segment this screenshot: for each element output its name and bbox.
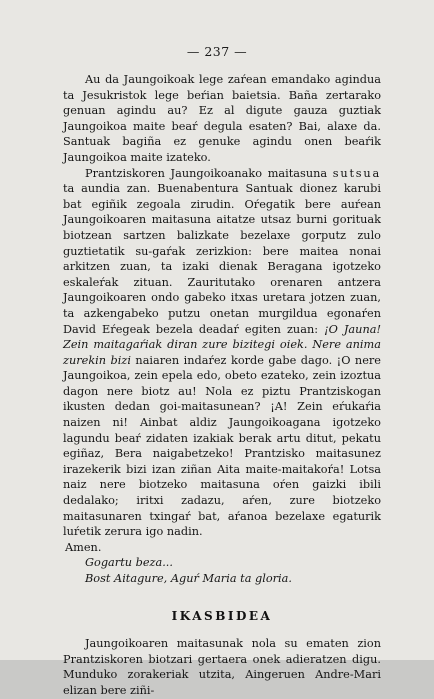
paragraph-2	[63, 166, 381, 540]
section-paragraph: Jaungoikoaren maitasunak nola su ematen zion Prantziskoren biotzari gertaera onek adieratzen digu. Munduko zorakeriak utzita, Aingeruen Andre-Mari elizan bere ziñi-	[63, 637, 381, 697]
paragraph-2-text-e: naiaren indaŕez korde gabe dago. ¡O nere Jaungoikoa, zein epela edo, obeto ezateko, zein izoztua dagon nere biotz au! Nola ez piztu Prantziskogan ikusten dedan goi-maitasunean? ¡A! Zein eŕukaŕia naizen ni! Ainbat aldiz Jaungoikoagana igotzeko lagundu beaŕ zidaten izakiak berak artu ditut, pekatu egiñaz, Bera naigabetzeko! Prantzisko maitasunez irazekerik bizi izan ziñan Aita maite-maitakoŕa! Lotsa naiz nere biotzeko maitasuna oŕen gaizki ibili dedalako; iritxi zadazu, aŕen, zure biotzeko maitasunaren txingaŕ bat, aŕanoa bezelaxe egaturik luŕetik zerura igo nadin.	[63, 353, 381, 539]
paragraph-2-emphasis: sutsua	[332, 166, 381, 180]
page-body	[63, 72, 381, 699]
amen-line: Amen.	[65, 540, 102, 554]
paragraph-2-text-a: Prantziskoren Jaungoikoanako maitasuna	[85, 166, 333, 180]
paragraph-2-quote: ¡O Jauna! Zein maitagaŕiak diran zure bizitegi oiek. Nere anima zurekin bizi	[63, 322, 381, 367]
closing-line-1: Gogartu beza...	[85, 556, 173, 570]
section-heading: IKASBIDEA	[171, 608, 273, 623]
page-number: — 237 —	[186, 44, 248, 59]
paragraph-1: Au da Jaungoikoak lege zaŕean emandako agindua ta Jesukristok lege beŕian baietsia. Baña zertarako genuan agindu au? Ez al digute gauza guztiak Jaungoikoa maite beaŕ degula esaten? Bai, alaxe da. Santuak bagiña ez genuke agindu onen beaŕik Jaungoikoa maite izateko.	[63, 73, 381, 164]
closing-line-2: Bost Aitagure, Aguŕ Maria ta gloria.	[85, 572, 293, 585]
paragraph-2-text-c: ta aundia zan. Buenabentura Santuak dionez karubi bat egiñik zegoala zirudin. Oŕegatik bere auŕean Jaungoikoaren maitasuna aitatze utsaz burni gorituak biotzean sartzen balizkate bezelaxe gorputz zulo guztietatik su-gaŕak zerizkion: bere maitea nonai arkitzen zuan, ta izaki dienak Beragana igotzeko eskaleŕak zituan. Zauritutako orenaren antzera Jaungoikoaren ondo gabeko itxas uretara jotzen zuan, ta azkengabeko putzu onetan murgildua egonaŕen David Eŕegeak bezela deadaŕ egiten zuan:	[63, 182, 381, 336]
